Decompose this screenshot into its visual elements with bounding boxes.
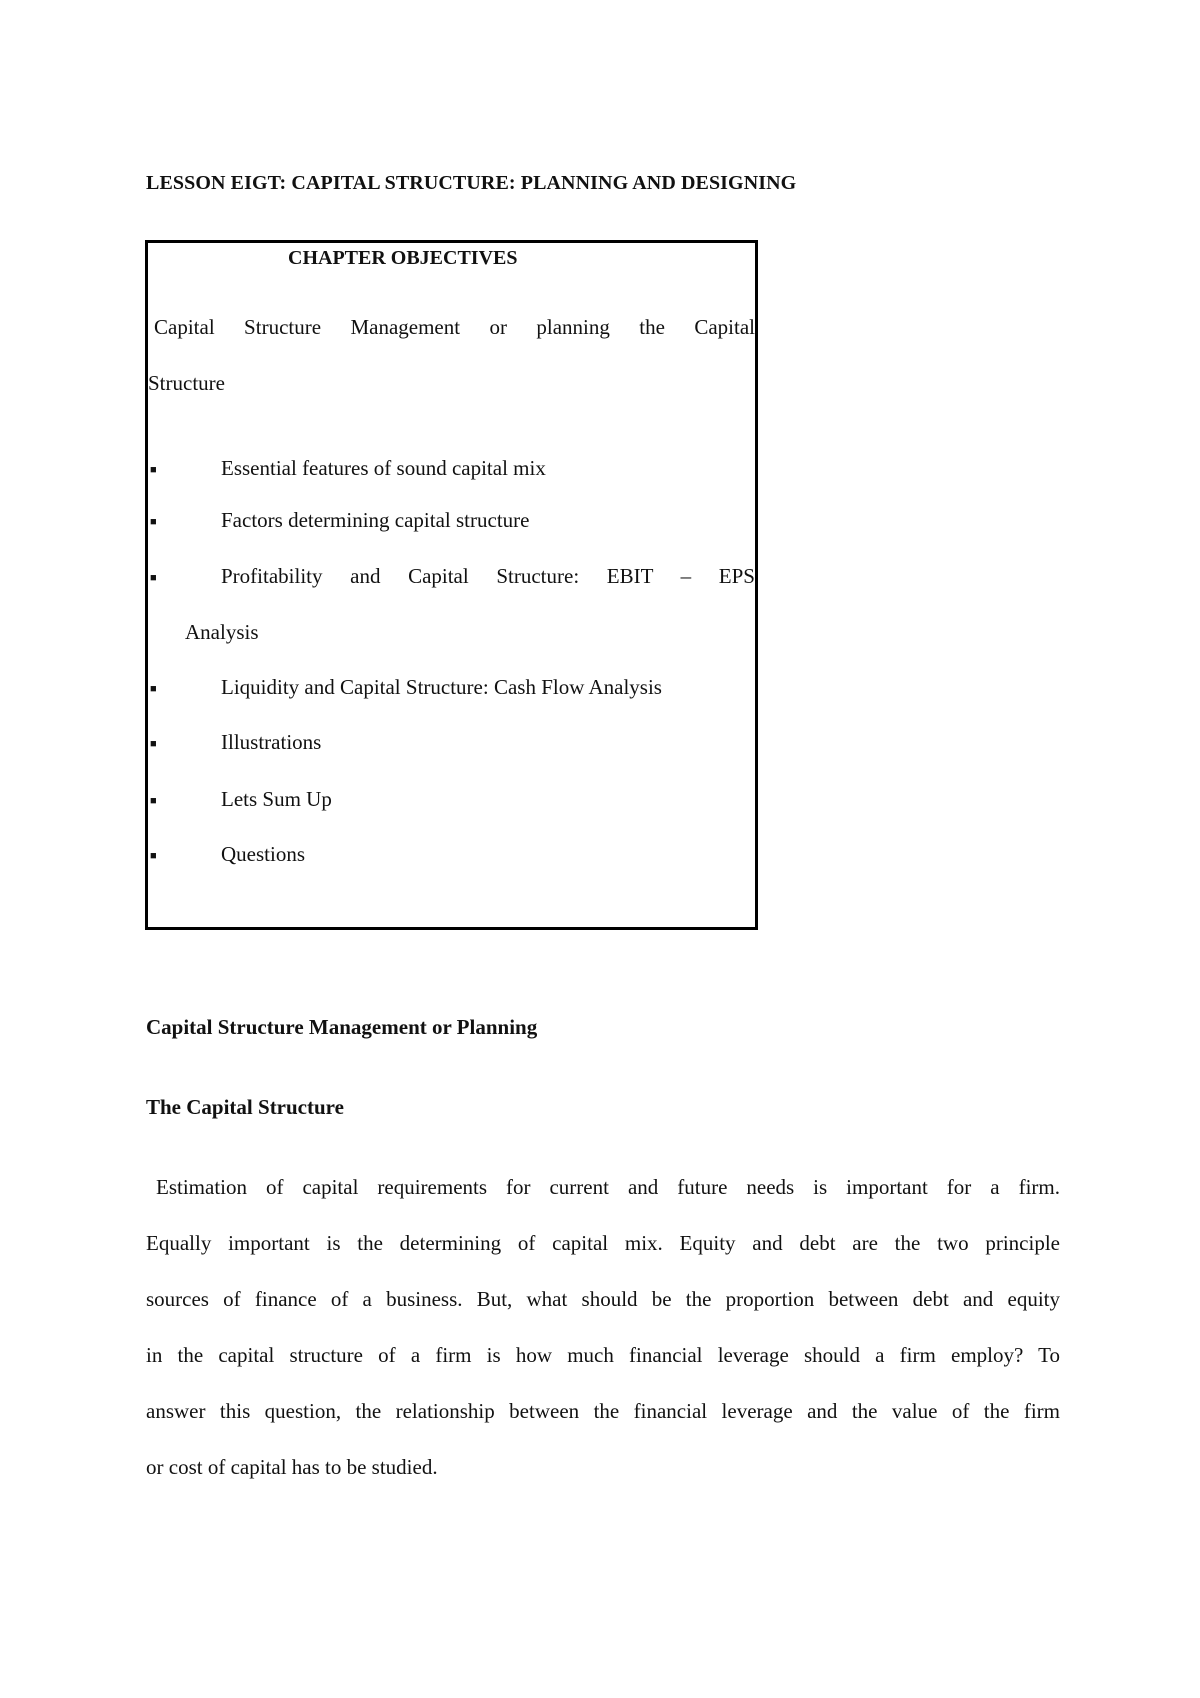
objective-item: Illustrations: [221, 730, 322, 754]
square-bullet-icon: ■: [150, 850, 157, 862]
objective-item: Profitability and Capital Structure: EBIT – EPS: [221, 564, 755, 588]
square-bullet-icon: ■: [150, 572, 157, 584]
paragraph-line: in the capital structure of a firm is how much financial leverage should a firm employ? To: [146, 1343, 1060, 1367]
objectives-intro-line-1: Capital Structure Management or planning the Capital: [154, 315, 755, 339]
square-bullet-icon: ■: [150, 738, 157, 750]
objective-item: Factors determining capital structure: [221, 508, 530, 532]
section-heading-management: Capital Structure Management or Planning: [146, 1015, 538, 1039]
square-bullet-icon: ■: [150, 516, 157, 528]
square-bullet-icon: ■: [150, 464, 157, 476]
paragraph-line: Equally important is the determining of capital mix. Equity and debt are the two principle: [146, 1231, 1060, 1255]
objective-item-continuation: Analysis: [185, 620, 259, 644]
square-bullet-icon: ■: [150, 795, 157, 807]
paragraph-line: or cost of capital has to be studied.: [146, 1455, 438, 1479]
paragraph-line: Estimation of capital requirements for current and future needs is important for a firm.: [156, 1175, 1060, 1199]
chapter-objectives-box: [145, 240, 758, 930]
objective-item: Questions: [221, 842, 305, 866]
paragraph-line: answer this question, the relationship between the financial leverage and the value of the firm: [146, 1399, 1060, 1423]
lesson-title: LESSON EIGT: CAPITAL STRUCTURE: PLANNING AND DESIGNING: [146, 172, 797, 194]
objective-item: Lets Sum Up: [221, 787, 332, 811]
objective-item: Essential features of sound capital mix: [221, 456, 546, 480]
chapter-objectives-heading: CHAPTER OBJECTIVES: [288, 247, 518, 269]
objectives-intro-line-2: Structure: [148, 371, 225, 395]
section-heading-capital-structure: The Capital Structure: [146, 1095, 344, 1119]
paragraph-line: sources of finance of a business. But, what should be the proportion between debt and equity: [146, 1287, 1060, 1311]
square-bullet-icon: ■: [150, 683, 157, 695]
objective-item: Liquidity and Capital Structure: Cash Flow Analysis: [221, 675, 662, 699]
